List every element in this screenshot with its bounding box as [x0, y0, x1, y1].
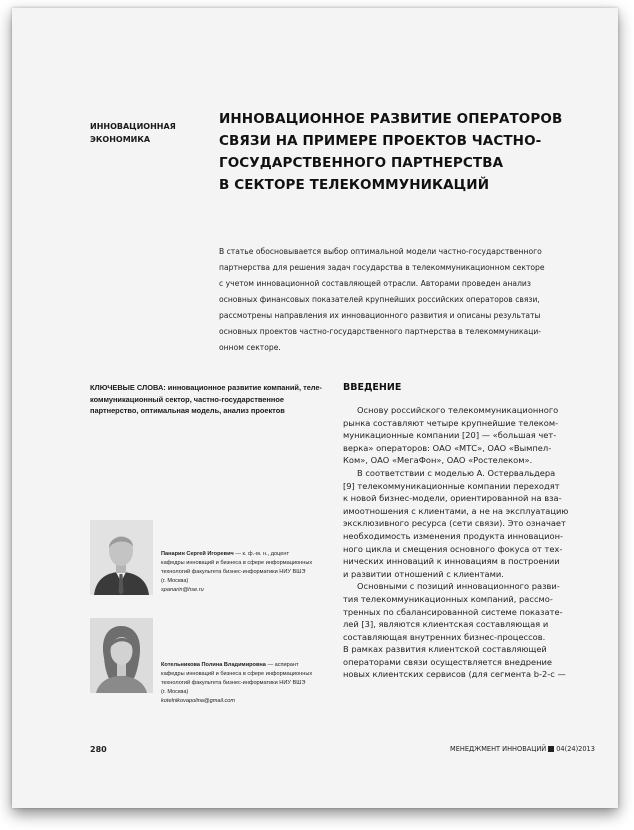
journal-name: МЕНЕДЖМЕНТ ИННОВАЦИЙ	[450, 745, 547, 753]
keywords-line: коммуникационный сектор, частно-государственное	[90, 394, 284, 404]
abstract-line: В статье обосновывается выбор оптимальной модели частно-государственного	[219, 247, 542, 256]
body-line: рынка составляют четыре крупнейшие телеком-	[343, 417, 559, 428]
abstract-line: рассмотрены направления их инновационного развития и описаны результаты	[219, 311, 541, 320]
body-line: лей [3], являются клиентская составляющая и	[343, 619, 549, 630]
section-label-line: ЭКОНОМИКА	[90, 135, 151, 144]
keywords-line: КЛЮЧЕВЫЕ СЛОВА: инновационное развитие компаний, теле-	[90, 383, 322, 392]
keywords-line: партнерство, оптимальная модель, анализ проектов	[90, 406, 285, 415]
abstract	[219, 244, 599, 356]
body-line: к новой бизнес-модели, ориентированной на вза-	[343, 493, 562, 504]
body-line: имоотношения с клиентами, а не на эксплуатацию	[343, 505, 569, 516]
keywords	[90, 382, 340, 417]
body-line: и развитии отношений с клиентами.	[343, 568, 504, 579]
author-position: — к. ф.-м. н., доцент	[233, 551, 290, 557]
body-line: нических инноваций к инновациям в построении	[343, 556, 560, 567]
author-photo-panarin	[90, 520, 153, 595]
abstract-line: основных проектов частно-государственного партнерства в телекоммуникаци-	[219, 327, 542, 336]
body-line: новых клиентских сервисов (для сегмента b-2-c —	[343, 669, 566, 680]
body-text	[343, 404, 595, 681]
abstract-line: партнерства для решения задач государства в телекоммуникационном секторе	[219, 263, 545, 272]
author-photo-kotelnikova	[90, 618, 153, 693]
body-line: [9] телекоммуникационные компании переходят	[343, 480, 560, 491]
author-city: (г. Москва)	[161, 689, 189, 695]
square-separator-icon	[548, 746, 554, 752]
journal-page	[12, 8, 618, 808]
author-affiliation: технологий факультета бизнес-информатики НИУ ВШЭ	[161, 569, 306, 575]
author-affiliation: кафедры инноваций и бизнеса в сфере информационных	[161, 671, 313, 677]
body-line: В рамках развития клиентской составляющей	[343, 644, 547, 655]
title-line: ИННОВАЦИОННОЕ РАЗВИТИЕ ОПЕРАТОРОВ	[219, 111, 563, 127]
body-line: Основу российского телекоммуникационного	[357, 405, 559, 415]
abstract-line: с учетом инновационной составляющей отрасли. Авторами проведен анализ	[219, 279, 531, 288]
author-affiliation: кафедры инноваций и бизнеса в сфере информационных	[161, 560, 313, 566]
body-line: эксклюзивного ресурса (сети связи). Это означает	[343, 518, 566, 529]
body-line: ного цикла и смещения основного фокуса от тех-	[343, 543, 563, 554]
abstract-line: основных финансовых показателей крупнейших российских операторов связи,	[219, 295, 540, 304]
page-number: 280	[90, 745, 107, 754]
title-line: ГОСУДАРСТВЕННОГО ПАРТНЕРСТВА	[219, 155, 504, 171]
article-title	[219, 108, 599, 196]
body-line: тренных по сбалансированной системе показате-	[343, 606, 563, 617]
intro-heading: ВВЕДЕНИЕ	[343, 382, 402, 393]
section-label-line: ИННОВАЦИОННАЯ	[90, 122, 176, 131]
author-affiliation: технологий факультета бизнес-информатики НИУ ВШЭ	[161, 680, 306, 686]
author-info-panarin	[161, 550, 312, 595]
author-info-kotelnikova	[161, 661, 312, 706]
journal-issue: 04(24)2013	[556, 745, 595, 753]
body-line: необходимость изменения продукта инновацион-	[343, 530, 564, 541]
body-line: муникационные компании [20] — «большая чет-	[343, 430, 557, 441]
author-email[interactable]: spanarin@hse.ru	[161, 587, 204, 593]
title-line: СВЯЗИ НА ПРИМЕРЕ ПРОЕКТОВ ЧАСТНО-	[219, 133, 542, 149]
abstract-line: онном секторе.	[219, 343, 281, 352]
author-name: Панарин Сергей Игоревич	[161, 551, 234, 557]
body-line: тия телекоммуникационных компаний, рассмо-	[343, 593, 553, 604]
author-city: (г. Москва)	[161, 578, 189, 584]
section-label	[90, 120, 200, 146]
body-line: верка» операторов: ОАО «МТС», ОАО «Вымпел-	[343, 442, 552, 453]
journal-footer	[450, 745, 595, 753]
body-line: Основными с позиций инновационного разви-	[357, 581, 560, 592]
body-line: операторами связи осуществляется внедрение	[343, 656, 553, 667]
author-position: — аспирант	[265, 662, 299, 668]
author-name: Котельникова Полина Владимировна	[161, 662, 266, 668]
body-line: составляющая внутренних бизнес-процессов.	[343, 631, 546, 642]
body-line: В соответствии с моделью А. Остервальдера	[357, 467, 556, 478]
body-line: Ком», ОАО «МегаФон», ОАО «Ростелеком».	[343, 455, 533, 466]
author-email[interactable]: kotelnikovapolina@gmail.com	[161, 698, 236, 704]
title-line: В СЕКТОРЕ ТЕЛЕКОММУНИКАЦИЙ	[219, 177, 490, 193]
